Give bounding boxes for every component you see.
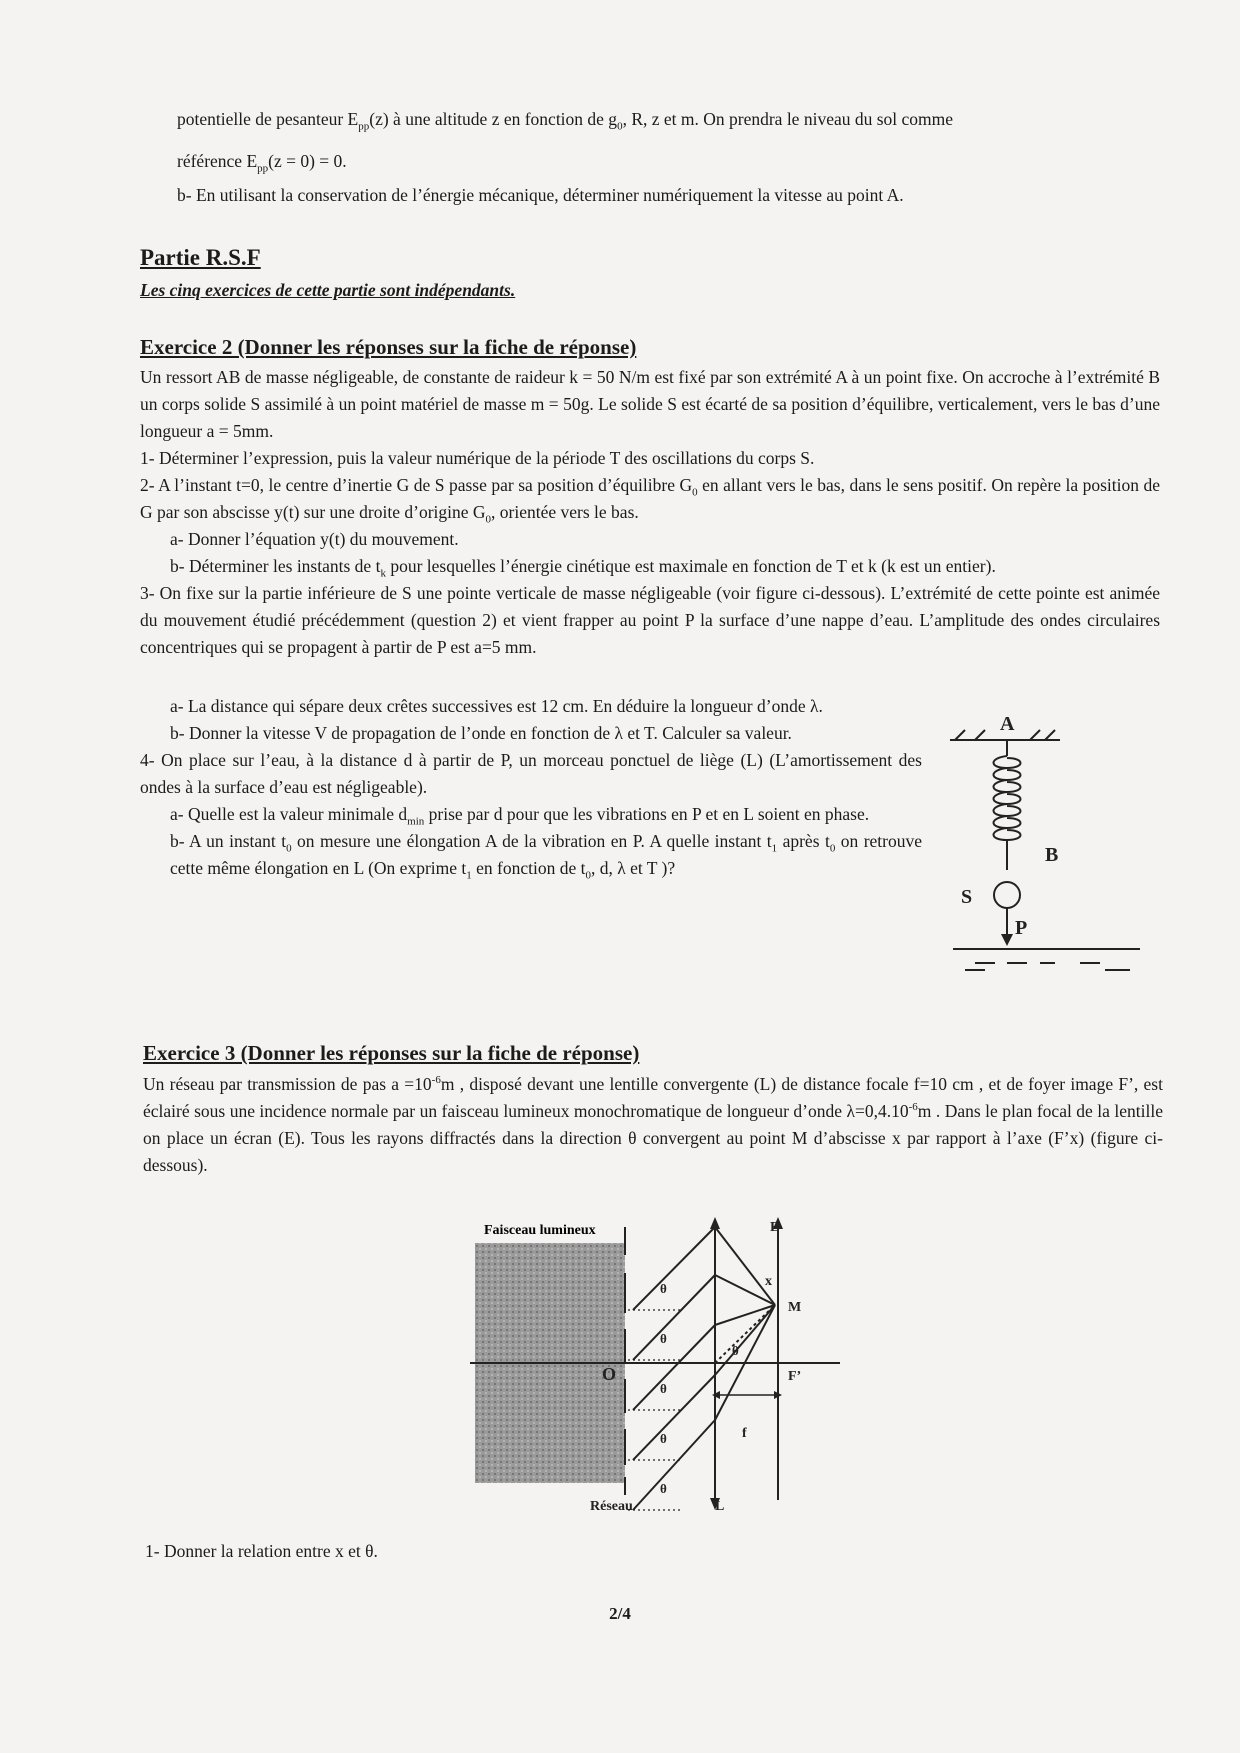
label-L: L bbox=[715, 1499, 725, 1514]
ex2-title: Exercice 2 (Donner les réponses sur la fiche de réponse) bbox=[140, 335, 637, 359]
ex2-q3b: b- Donner la vitesse V de propagation de l’onde en fonction de λ et T. Calculer sa valeur. bbox=[170, 723, 792, 743]
spring-figure bbox=[945, 708, 1145, 983]
grating-figure bbox=[470, 1215, 850, 1515]
page-number: 2/4 bbox=[609, 1604, 631, 1623]
label-S: S bbox=[961, 886, 973, 908]
label-f: f bbox=[742, 1426, 747, 1441]
ex2-q4a: a- Quelle est la valeur minimale $d_{min}$ prise par d pour que les vibrations en P et en L soient en phase. bbox=[170, 804, 870, 828]
ex3-title: Exercice 3 (Donner les réponses sur la fiche de réponse) bbox=[143, 1041, 640, 1065]
ex2-q2: 2- A l’instant t=0, le centre d’inertie G de S passe par sa position d’équilibre $G_0$ en allant vers le bas, dans le sens positif. On repère la position de G par son abscisse y(t) sur une droite d’origine $G_0$, orientée vers le bas. bbox=[140, 475, 1160, 526]
intro-line-3: b- En utilisant la conservation de l’énergie mécanique, déterminer numériquement la vitesse au point A. bbox=[177, 185, 904, 205]
theta-5: θ bbox=[660, 1481, 667, 1496]
theta-4: θ bbox=[660, 1431, 667, 1446]
ex2-intro bbox=[140, 364, 1160, 661]
partie-subtitle: Les cinq exercices de cette partie sont indépendants. bbox=[140, 280, 516, 300]
label-x: x bbox=[765, 1274, 772, 1289]
ex2-paragraph: Un ressort AB de masse négligeable, de constante de raideur k = 50 N/m est fixé par son extrémité A à un point fixe. On accroche à l’extrémité B un corps solide S assimilé à un point matériel de masse m = 50g. Le solide S est écarté de sa position d’équilibre, verticalement, vers le bas d’une longueur a = 5mm. bbox=[140, 367, 1160, 441]
theta-axis: θ bbox=[732, 1343, 739, 1358]
ex2-q1: 1- Déterminer l’expression, puis la valeur numérique de la période T des oscillations du corps S. bbox=[140, 448, 815, 468]
ex2-q2a: a- Donner l’équation y(t) du mouvement. bbox=[170, 529, 459, 549]
label-B: B bbox=[1045, 844, 1059, 866]
label-O: O bbox=[602, 1364, 617, 1384]
label-reseau: Réseau bbox=[590, 1499, 633, 1514]
label-P: P bbox=[1015, 917, 1028, 939]
ex2-q3: 3- On fixe sur la partie inférieure de S une pointe verticale de masse négligeable (voir figure ci-dessous). L’extrémité de cette pointe est animée du mouvement étudié précédemment (question 2) et vient frapper au point P la surface d’une nappe d’eau. L’amplitude des ondes circulaires concentriques qui se propagent à partir de P est a=5 mm. bbox=[140, 583, 1160, 657]
theta-2: θ bbox=[660, 1331, 667, 1346]
label-A: A bbox=[1000, 713, 1015, 735]
solid-S bbox=[994, 882, 1020, 908]
ex2-q4: 4- On place sur l’eau, à la distance d à partir de P, un morceau ponctuel de liège (L) (L’amortissement des ondes à la surface d’eau est négligeable). bbox=[140, 750, 922, 797]
spring-coil bbox=[994, 756, 1021, 840]
ex2-q3a: a- La distance qui sépare deux crêtes successives est 12 cm. En déduire la longueur d’onde λ. bbox=[170, 696, 823, 716]
label-M: M bbox=[788, 1300, 802, 1315]
theta-3: θ bbox=[660, 1381, 667, 1396]
ex3-paragraph: Un réseau par transmission de pas $a =10^{-6}m$ , disposé devant une lentille convergente (L) de distance focale f=10 cm , et de foyer image F’, est éclairé sous une incidence normale par un faisceau lumineux monochromatique de longueur d’onde $\lambda=0,4.10^{-6}m$ . Dans le plan focal de la lentille on place un écran (E). Tous les rayons diffractés dans la direction θ convergent au point M d’abscisse x par rapport à l’axe (F’x) (figure ci-dessous). bbox=[143, 1074, 1163, 1175]
label-F: F’ bbox=[788, 1369, 802, 1384]
partie-title: Partie R.S.F bbox=[140, 245, 261, 270]
ex2-lower bbox=[140, 693, 922, 882]
label-faisceau: Faisceau lumineux bbox=[484, 1223, 596, 1238]
ex2-q2b: b- Déterminer les instants de $t_k$ pour lesquelles l’énergie cinétique est maximale en fonction de T et k (k est un entier). bbox=[170, 556, 996, 580]
ex3-q1: 1- Donner la relation entre x et θ. bbox=[145, 1541, 378, 1561]
theta-1: θ bbox=[660, 1281, 667, 1296]
intro-line-1: potentielle de pesanteur $E_{pp}(z)$ à une altitude z en fonction de $g_0$, R, z et m. On prendra le niveau du sol comme bbox=[177, 109, 954, 133]
pointe-arrow bbox=[1001, 934, 1013, 946]
ex2-q4b: b- A un instant $t_0$ on mesure une élongation A de la vibration en P. A quelle instant $t_1$ après $t_0$ on retrouve cette même élongation en L (On exprime $t_1$ en fonction de $t_0$, d, λ et T )? bbox=[170, 831, 922, 882]
intro-line-2: référence $E_{pp}(z = 0) = 0$. bbox=[177, 151, 347, 175]
label-E: E bbox=[770, 1220, 780, 1235]
